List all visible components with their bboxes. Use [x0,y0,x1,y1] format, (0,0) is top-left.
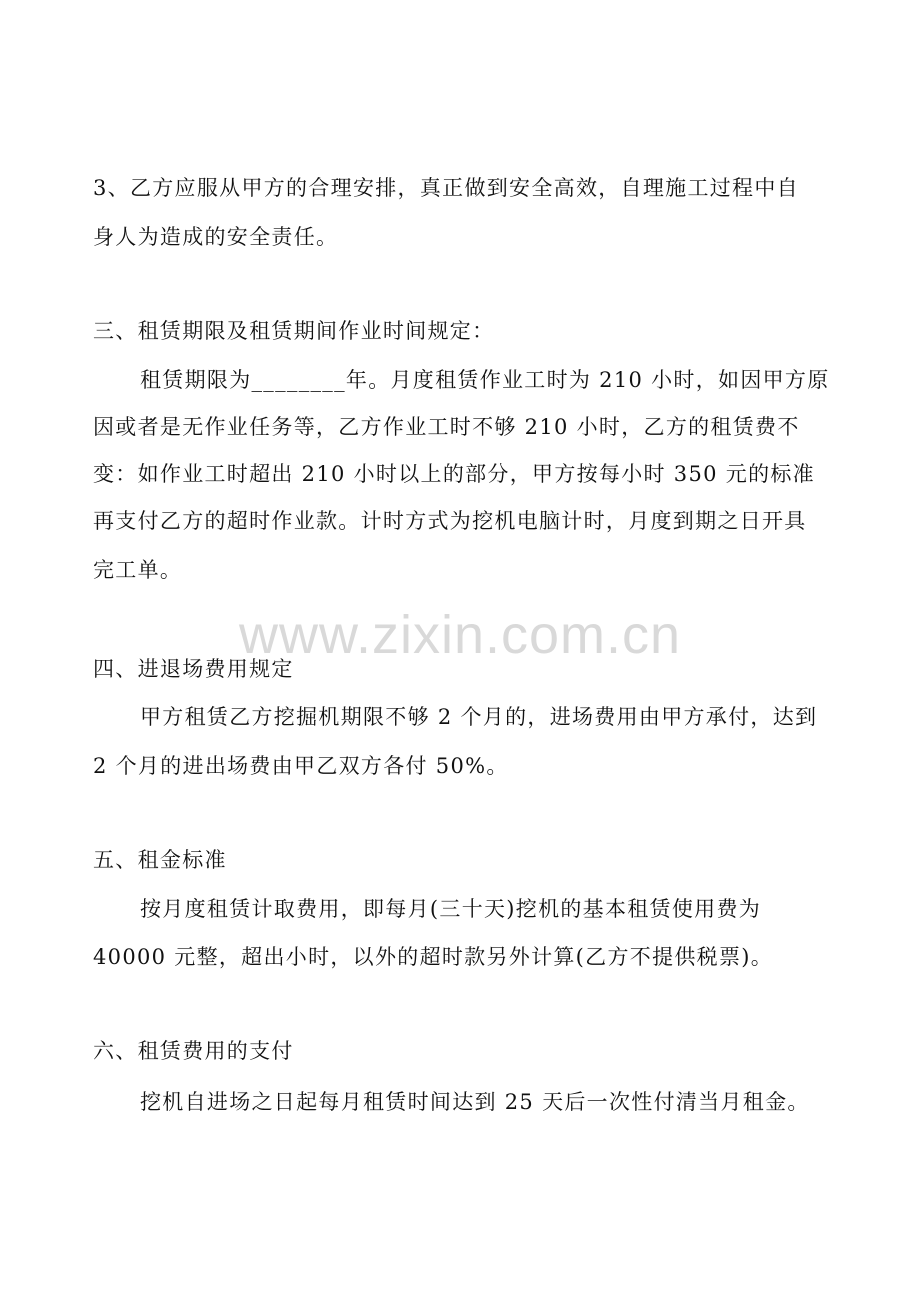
section-6-paragraph-line: 挖机自进场之日起每月租赁时间达到 25 天后一次性付清当月租金。 [140,1090,810,1114]
section-3-paragraph-line: 因或者是无作业任务等，乙方作业工时不够 210 小时，乙方的租赁费不 [93,415,800,439]
section-3-paragraph-line: 再支付乙方的超时作业款。计时方式为挖机电脑计时，月度到期之日开具 [93,509,807,533]
section-5-heading: 五、租金标准 [93,848,227,872]
section-3-paragraph-line: 完工单。 [93,558,183,582]
clause-3-line-2: 身人为造成的安全责任。 [93,225,339,249]
section-3-heading: 三、租赁期限及租赁期间作业时间规定： [93,319,495,343]
section-5-paragraph-line: 按月度租赁计取费用，即每月(三十天)挖机的基本租赁使用费为 [140,897,762,921]
section-5-paragraph-line: 40000 元整，超出小时，以外的超时款另外计算(乙方不提供税票)。 [93,945,774,969]
section-4-heading: 四、进退场费用规定 [93,657,294,681]
clause-3-line-1: 3、乙方应服从甲方的合理安排，真正做到安全高效，自理施工过程中自 [93,176,799,200]
section-4-paragraph-line: 甲方租赁乙方挖掘机期限不够 2 个月的，进场费用由甲方承付，达到 [140,705,818,729]
section-3-paragraph-line: 租赁期限为________年。月度租赁作业工时为 210 小时，如因甲方原 [140,368,830,392]
watermark: www.zixin.com.cn [238,605,682,665]
section-6-heading: 六、租赁费用的支付 [93,1039,294,1063]
section-3-paragraph-line: 变：如作业工时超出 210 小时以上的部分，甲方按每小时 350 元的标准 [93,462,815,486]
section-4-paragraph-line: 2 个月的进出场费由甲乙双方各付 50%。 [93,754,509,778]
